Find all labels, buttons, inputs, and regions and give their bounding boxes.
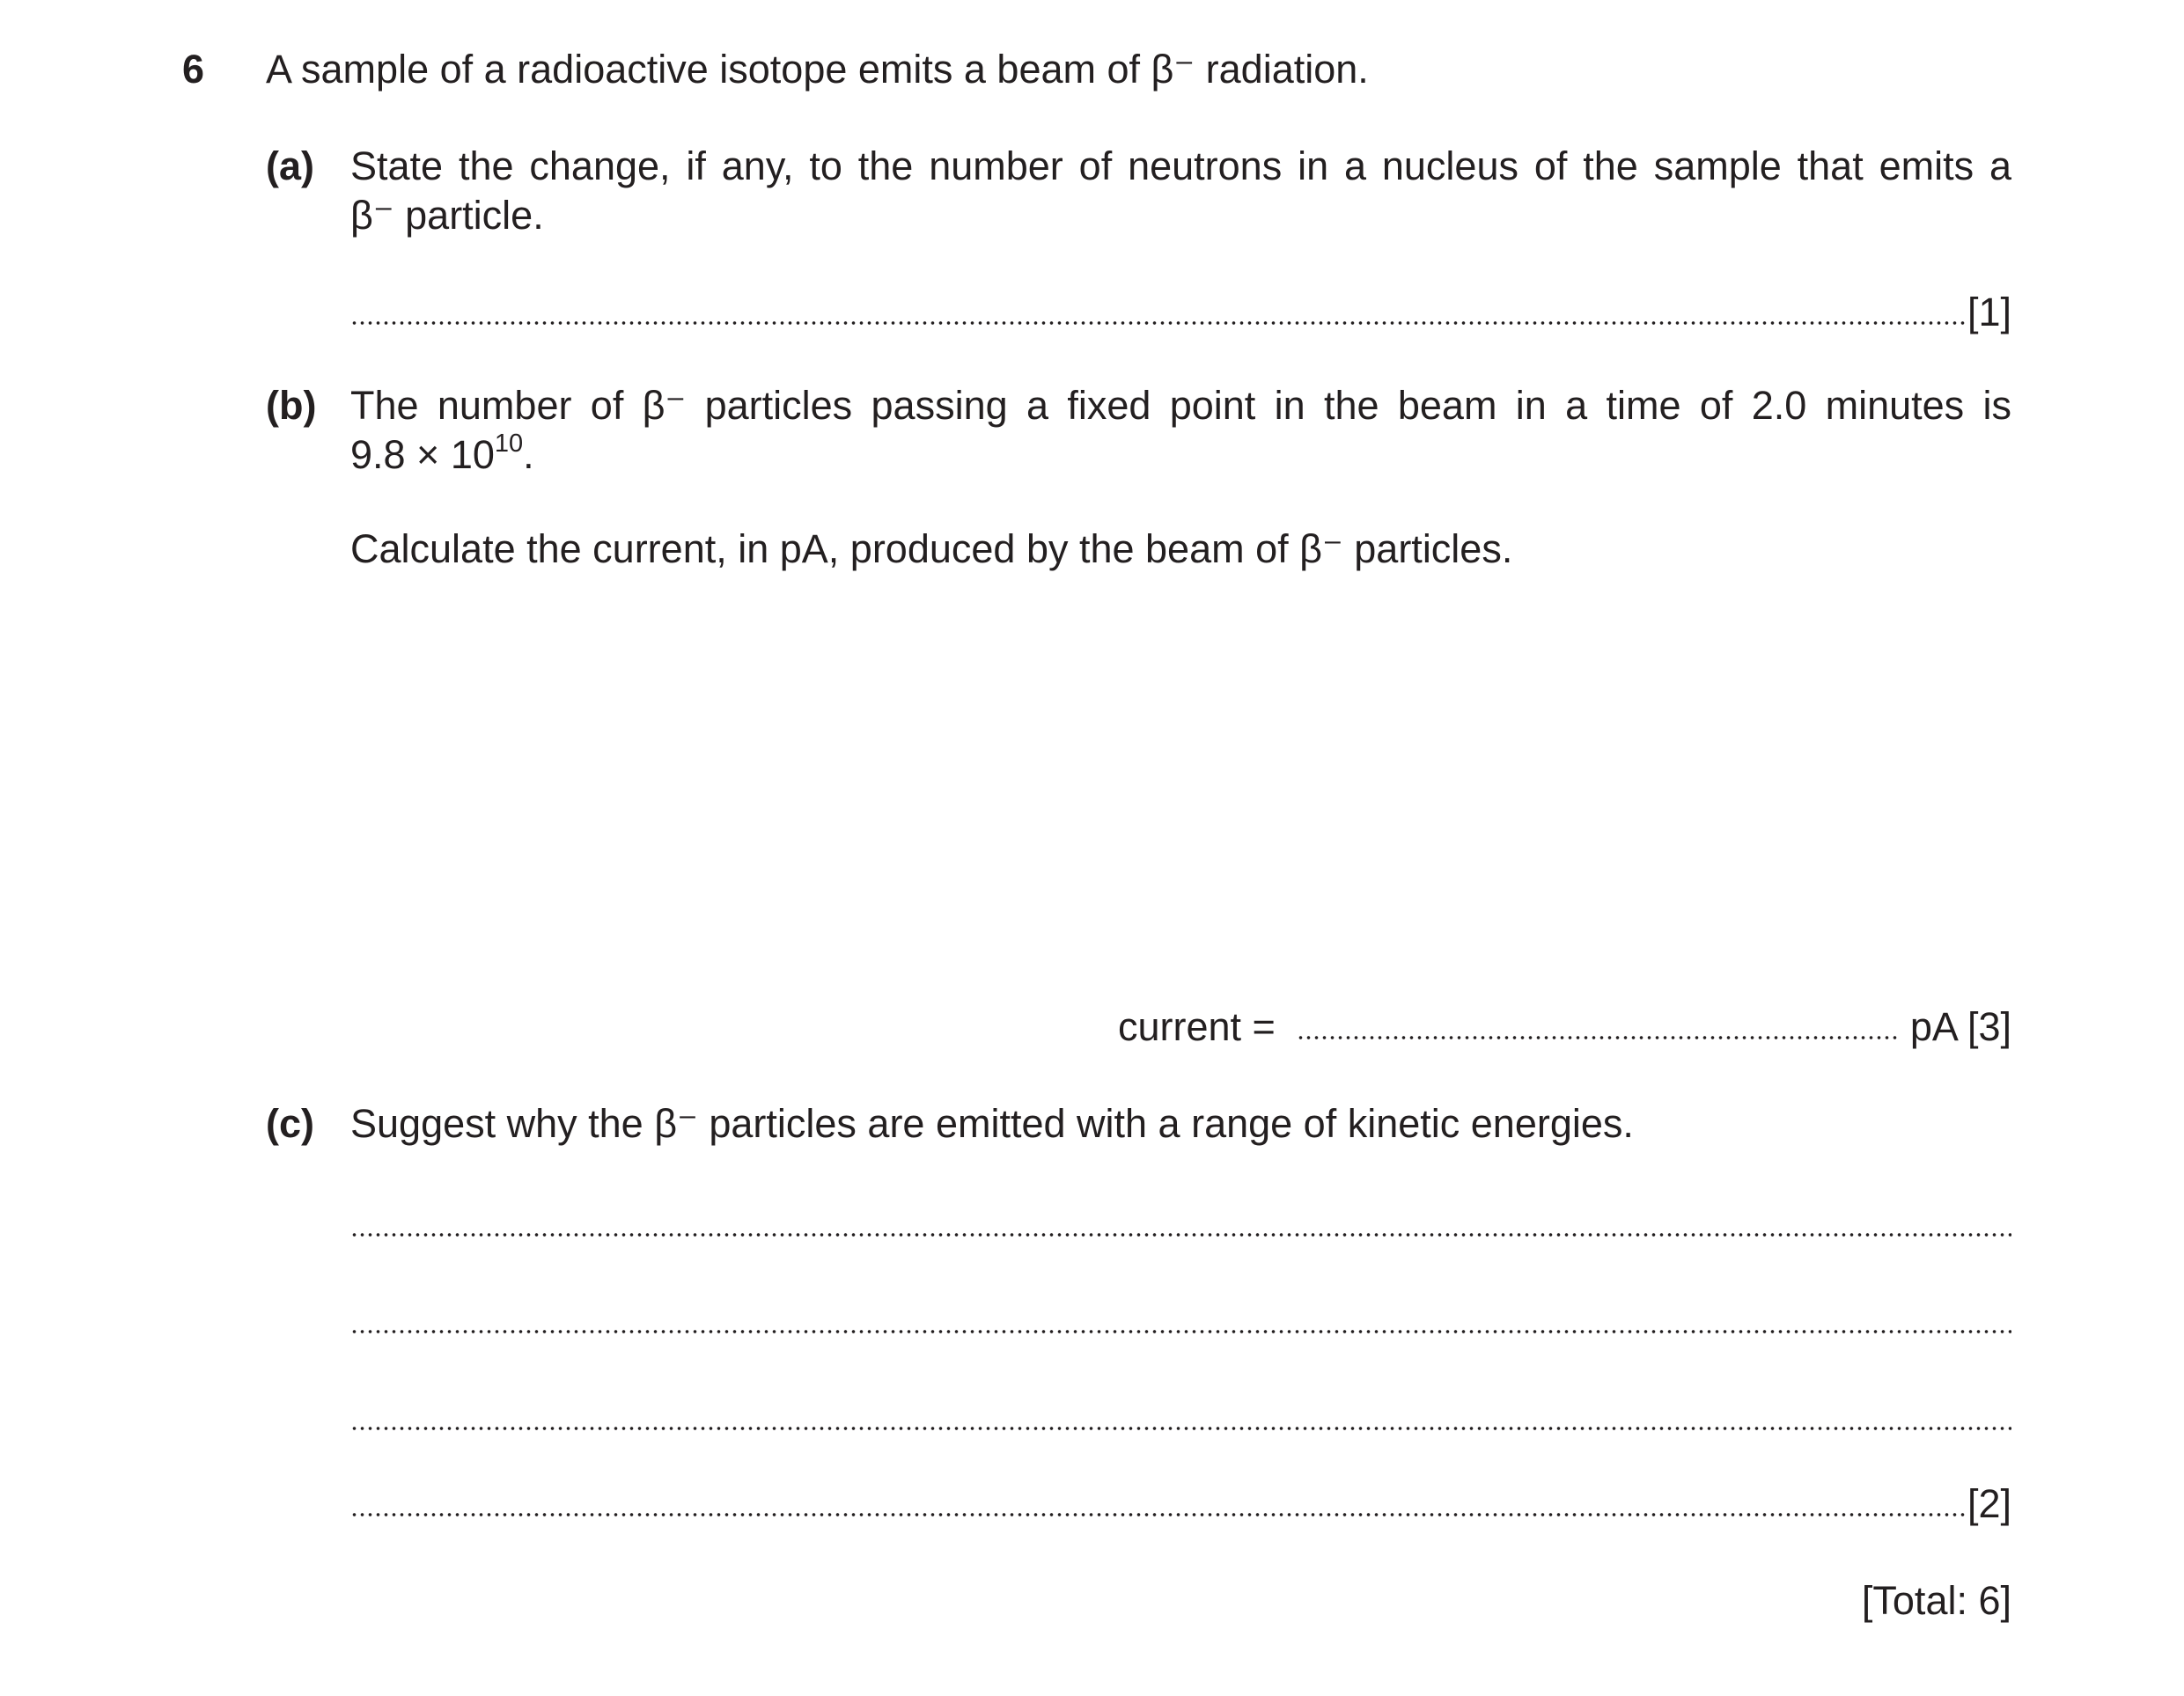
part-b-value <box>350 431 534 479</box>
part-b-text-line1: The number of β⁻ particles passing a fixed point in the beam in a time of 2.0 minutes is <box>350 383 2011 428</box>
dotted-line <box>350 1232 2011 1237</box>
value-exponent: 10 <box>494 430 524 458</box>
current-answer-unit-marks: pA [3] <box>1909 1004 2011 1049</box>
part-c-answer-line-2[interactable] <box>350 1297 2011 1345</box>
part-b-label: (b) <box>266 383 317 428</box>
part-c-answer-line-3[interactable] <box>350 1394 2011 1442</box>
part-a-text-line1: State the change, if any, to the number of neutrons in a nucleus of the sample that emits a <box>350 143 2011 188</box>
dotted-line <box>350 1329 2011 1334</box>
part-a-answer-line[interactable] <box>350 289 2011 336</box>
dotted-line <box>1297 1035 1898 1040</box>
part-c-answer-line-4[interactable] <box>350 1480 2011 1528</box>
dotted-line <box>350 1512 1967 1517</box>
dotted-line <box>350 320 1967 326</box>
part-a-label: (a) <box>266 143 314 188</box>
part-c-label: (c) <box>266 1101 314 1146</box>
part-c-answer-line-1[interactable] <box>350 1200 2011 1248</box>
dotted-line <box>350 1426 2011 1431</box>
part-a-text-line2: β⁻ particle. <box>350 193 544 238</box>
question-total: [Total: 6] <box>1861 1578 2011 1623</box>
part-c-text: Suggest why the β⁻ particles are emitted with a range of kinetic energies. <box>350 1101 1634 1146</box>
question-stem: A sample of a radioactive isotope emits a beam of β⁻ radiation. <box>266 47 1369 92</box>
part-c-marks: [2] <box>1967 1481 2011 1526</box>
part-b-instruction: Calculate the current, in pA, produced by the beam of β⁻ particles. <box>350 526 1513 571</box>
value-end: . <box>523 432 534 477</box>
question-number: 6 <box>182 47 205 92</box>
current-answer-row[interactable] <box>1118 1003 2011 1051</box>
current-answer-label: current = <box>1118 1004 1276 1049</box>
value-mantissa: 9.8 × 10 <box>350 432 495 477</box>
part-a-marks: [1] <box>1967 290 2011 334</box>
